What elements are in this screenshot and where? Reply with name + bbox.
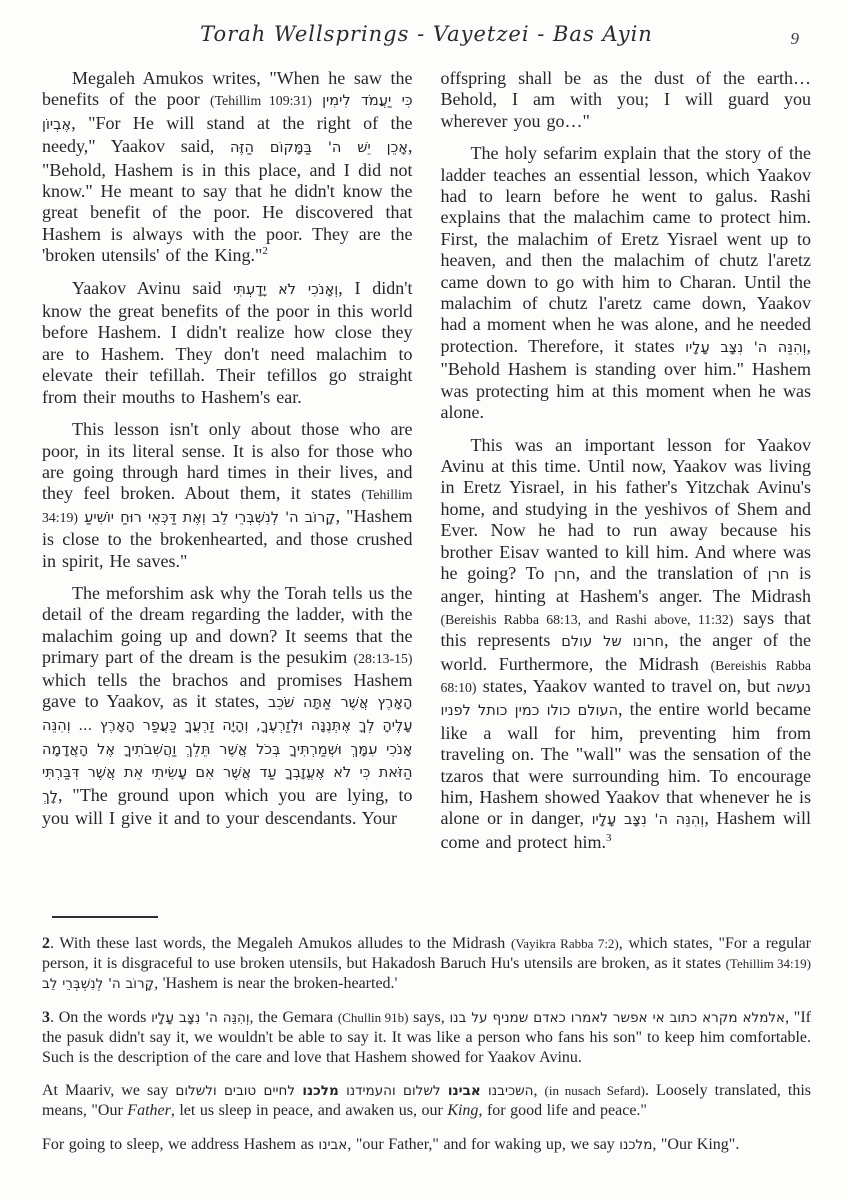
text-run: This lesson isn't only about those who are poor, in its literal sense. It is also for those who are going through hard times in their lives, and they feel broken. About them, it states (42, 419, 413, 504)
hebrew-run: כִּי יַעֲמֹד לִימִין אֶבְיוֹן (42, 93, 413, 133)
hebrew-run: קָרוֹב ה' לְנִשְׁבְּרֵי לֵב וְאֶת דַּכְּאֵי רוּחַ יוֹשִׁיעַ (84, 509, 336, 526)
reference-run: (Bereishis Rabba 68:13, and Rashi above, 11:32) (440, 611, 734, 627)
text-run: says, (408, 1008, 450, 1026)
text-run: , 'Hashem is near the broken-hearted.' (154, 975, 398, 993)
reference-run: (28:13-15) (353, 651, 413, 667)
text-run: . With these last words, the Megaleh Amukos alludes to the Midrash (50, 935, 511, 952)
reference-run: (Tehillim 109:31) (210, 93, 312, 109)
footnote-number: 2 (42, 935, 50, 952)
hebrew-bold-run: אבינו (447, 1083, 481, 1100)
hebrew-run: אלמלא מקרא כתוב אי אפשר לאמרו כאדם שמניף על בנו (449, 1009, 786, 1026)
paragraph (441, 68, 812, 132)
page-number: 9 (790, 29, 799, 48)
text-run: The holy sefarim explain that the story of the ladder teaches an essential lesson, which Yaakov had to learn before he went to galus. Rashi explains that the malachim came to protect him. First, the malachim of Eretz Yisrael went up to heaven, and then the malachim of chutz l'aretz came down to go with him to Charan. Until the malachim of chutz l'aretz came down, Yaakov had a moment when he was alone, and he needed protection. Therefore, it states (440, 143, 811, 356)
text-run: , "Behold Hashem is standing over him." Hashem was protecting him at this moment when he was alone. (440, 335, 811, 423)
footnote-marker: 2 (262, 245, 268, 258)
text-run: , (533, 1082, 545, 1100)
text-run: , and the translation of (575, 562, 768, 583)
reference-run: (Tehillim 34:19) (42, 487, 413, 525)
paragraph (42, 583, 413, 829)
text-run: , for good life and peace." (478, 1102, 647, 1120)
hebrew-bold-run: מלכנו (302, 1083, 339, 1100)
hebrew-run: וְהִנֵּה ה' נִצָּב עָלָיו (591, 812, 705, 829)
text-run: , Hashem will come and protect him. (440, 808, 811, 852)
right-column (441, 68, 812, 920)
text-run: . On the words (50, 1008, 152, 1026)
footnote-separator (52, 916, 158, 918)
italic-run: King (447, 1102, 479, 1120)
hebrew-run: נעשה העולם כולו כמין כותל לפניו (440, 679, 811, 720)
paragraph (42, 419, 413, 572)
reference-run: (Tehillim 34:19) (725, 956, 811, 972)
text-run: At Maariv, we say (42, 1082, 176, 1100)
text-run: says that this represents (440, 607, 811, 651)
footnote-marker: 3 (605, 831, 612, 844)
left-column (42, 68, 413, 920)
text-run: , I didn't know the great benefits of the poor in this world before Hashem. I didn't realize how close they are to Hashem. They don't need malachim to elevate their tefillah. Their tefillos go straight from their mouths to Hashem's ear. (42, 277, 413, 407)
footnote (42, 1135, 811, 1155)
footnote-area (42, 916, 811, 1168)
footnote (42, 934, 811, 995)
reference-run: (in nusach Sefard) (544, 1083, 645, 1099)
text-run: , the anger of the world. Furthermore, the Midrash (440, 630, 811, 674)
text-run: , the entire world became like a wall for him, preventing him from traveling on. The "wall" was the sensation of the tzaros that were surrounding him. To encourage him, Hashem showed Yaakov that whenever he is alone or in danger, (440, 699, 811, 829)
text-run: , "our Father," and for waking up, we say (347, 1135, 620, 1153)
hebrew-run: לחיים טובים ולשלום (175, 1083, 303, 1100)
page-header (42, 22, 811, 58)
text-run (312, 89, 322, 109)
hebrew-run: מלכנו (619, 1136, 653, 1153)
text-run: , "Our King". (652, 1135, 740, 1153)
text-run: This was an important lesson for Yaakov Avinu at this time. Until now, Yaakov was living in Eretz Yisrael, in his father's Yitzchak Avinu's home, and studying in the yeshivos of Shem and Ever. Now he had to run away because his brother Eisav wanted to kill him. And where was he going? To (440, 434, 811, 583)
footnote (42, 1008, 811, 1069)
hebrew-run: וְהִנֵּה ה' נִצָּב עָלָיו (151, 1009, 250, 1026)
paragraph (441, 143, 812, 423)
body-columns (42, 68, 811, 920)
text-run: Yaakov Avinu said (72, 277, 234, 298)
text-run: is anger, hinting at Hashem's anger. The Midrash (440, 562, 811, 607)
paragraph (42, 68, 413, 267)
hebrew-run: חרן (554, 566, 576, 583)
hebrew-run: אָכֵן יֵשׁ ה' בַּמָּקוֹם הַזֶּה (230, 140, 408, 157)
footnotes (42, 934, 811, 1155)
italic-run: Father (127, 1102, 171, 1120)
text-run: , "Behold, Hashem is in this place, and I did not know." He meant to say that he didn't know the great benefit of the poor. He discovered that Hashem is always with the poor. They are the 'broken utensils' of the King." (42, 136, 413, 266)
text-run: Megaleh Amukos writes, "When he saw the benefits of the poor (42, 68, 413, 110)
hebrew-run: קָרוֹב ה' לְנִשְׁבְּרֵי לֵב (42, 976, 155, 993)
page-title: Torah Wellsprings - Vayetzei - Bas Ayin (200, 22, 653, 46)
text-run: which tells the brachos and promises Hashem gave to Yaakov, as it states, (42, 669, 413, 711)
reference-run: (Chullin 91b) (337, 1009, 409, 1025)
text-run: , which states, "For a regular person, it is disgraceful to use broken utensils, but Hakadosh Baruch Hu's utensils are broken, as it states (42, 935, 811, 973)
footnote (42, 1081, 811, 1121)
text-run: The meforshim ask why the Torah tells us the detail of the dream regarding the ladder, with the malachim going up and down? It seems that the primary part of the dream is the pesukim (42, 582, 413, 668)
paragraph (441, 435, 812, 854)
text-run: , "For He will stand at the right of the needy," Yaakov said, (42, 112, 413, 157)
hebrew-run: הָאָרֶץ אֲשֶׁר אַתָּה שֹׁכֵב עָלֶיהָ לְךָ אֶתְּנֶנָּה וּלְזַרְעֶךָ, וְהָיָה זַרְעֲךָ כַּעֲפַר הָאָרֶץ ... וְהִנֵּה אָנֹכִי עִמָּךְ וּשְׁמַרְתִּיךָ בְּכֹל אֲשֶׁר תֵּלֵךְ וַהֲשִׁבֹתִיךָ אֶל הָאֲדָמָה הַזֹּאת כִּי לֹא אֶעֱזָבְךָ עַד אֲשֶׁר אִם עָשִׂיתִי אֵת אֲשֶׁר דִּבַּרְתִּי לָךְ (42, 694, 413, 805)
text-run: , "Hashem is close to the brokenhearted, and those crushed in spirit, He saves." (42, 505, 413, 571)
text-run: states, Yaakov wanted to travel on, but (476, 675, 777, 696)
text-run: , "If the pasuk didn't say it, we wouldn't be able to say it. It was like a person who fans his son" to keep him comfortable. Such is the description of the care and love that Hashem showed for Yaakov Avinu. (42, 1008, 811, 1067)
hebrew-run: וְהִנֵּה ה' נִצָּב עָלָיו (685, 339, 807, 356)
hebrew-run: וְאָנֹכִי לֹא יָדָעְתִּי (233, 281, 339, 298)
text-run: , let us sleep in peace, and awaken us, our (170, 1102, 448, 1120)
text-run: , "The ground upon which you are lying, to you will I give it and to your descendants. Your (42, 784, 413, 828)
text-run: For going to sleep, we address Hashem as (42, 1135, 319, 1153)
footnote-number: 3 (42, 1008, 50, 1026)
hebrew-run: חרונו של עולם (561, 634, 665, 651)
text-run: . Loosely translated, this means, "Our (42, 1082, 811, 1120)
hebrew-run: אבינו (318, 1136, 348, 1153)
reference-run: (Vayikra Rabba 7:2) (510, 936, 619, 951)
text-run: offspring shall be as the dust of the earth… Behold, I am with you; I will guard you wherever you go…" (440, 68, 811, 131)
hebrew-run: לשלום והעמידנו (338, 1083, 448, 1100)
hebrew-run: השכיבנו (480, 1083, 534, 1100)
paragraph (42, 278, 413, 408)
reference-run: (Bereishis Rabba 68:10) (440, 657, 811, 695)
text-run: , the Gemara (249, 1008, 338, 1026)
hebrew-run: חרן (767, 566, 790, 583)
